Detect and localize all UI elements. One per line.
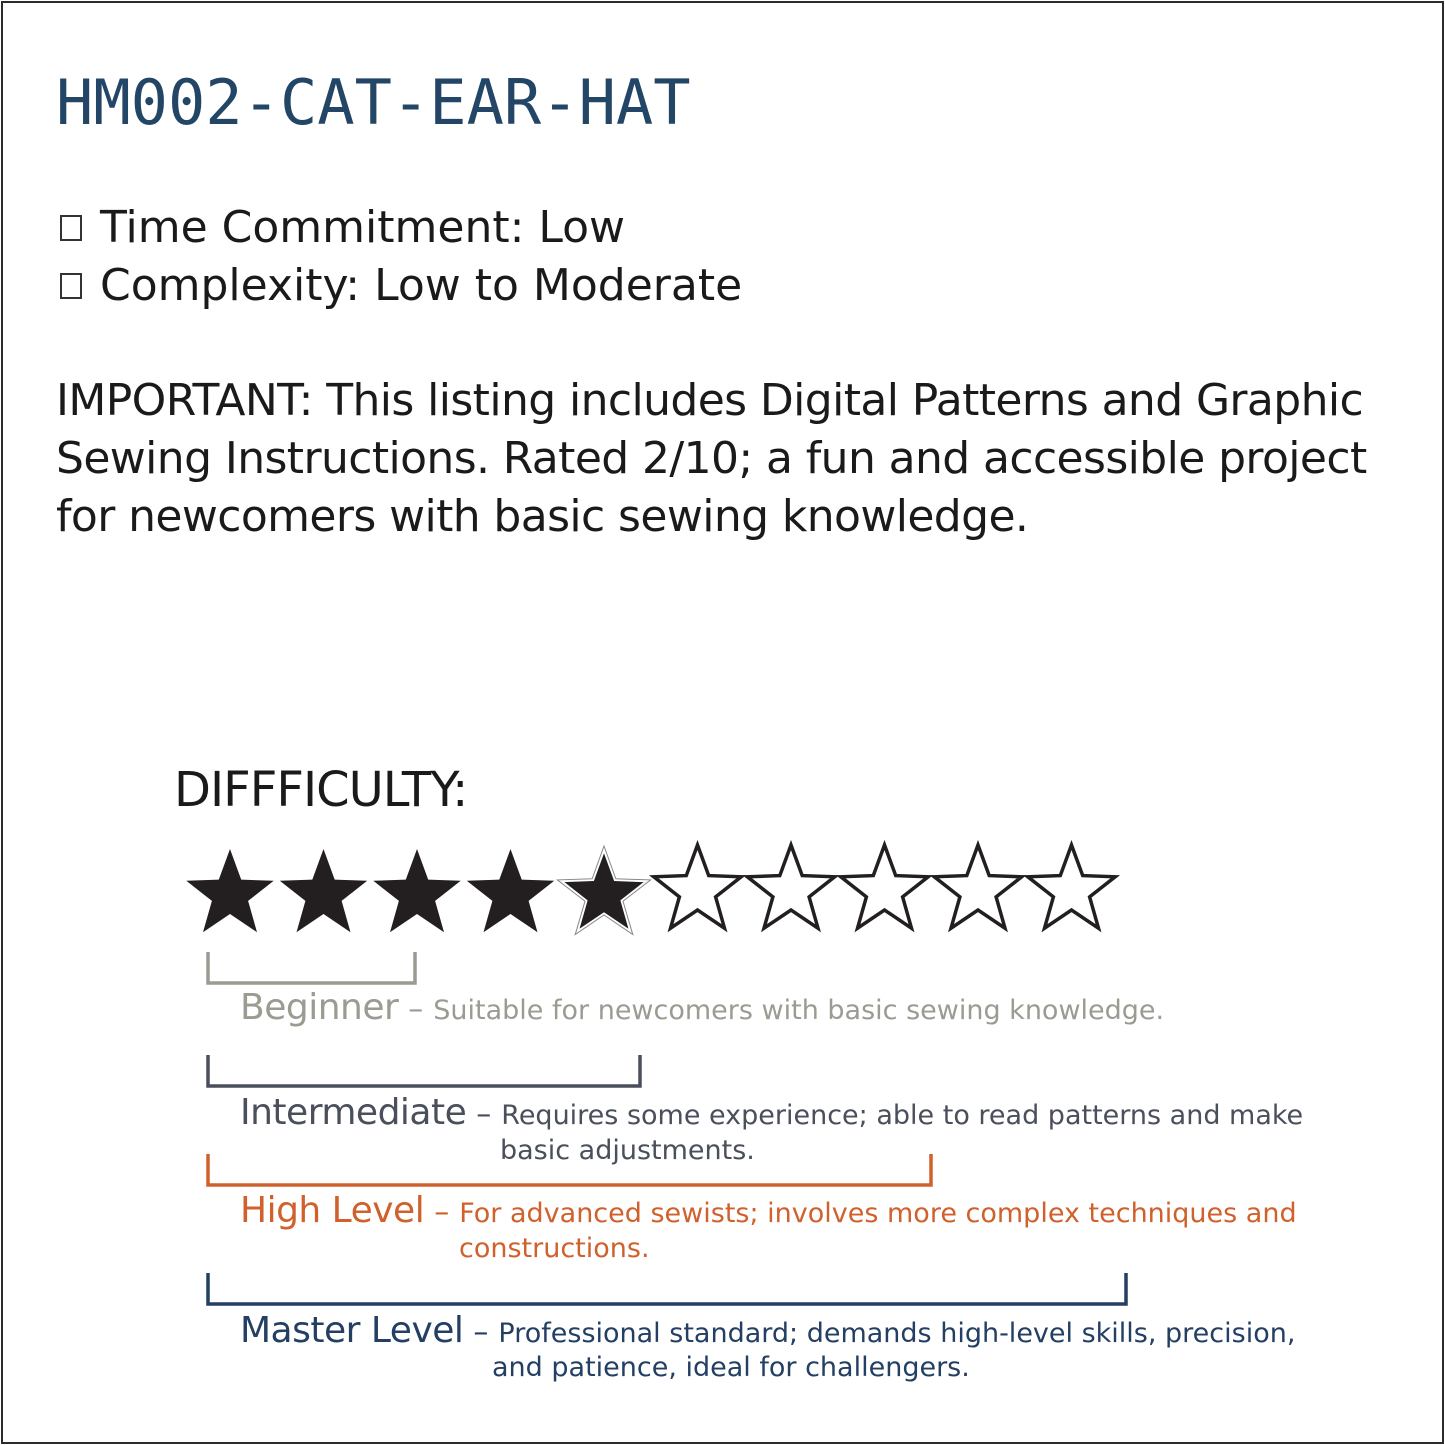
level-dash: – [434, 1195, 450, 1230]
level-high [240, 1190, 1297, 1231]
star-filled-icon [467, 849, 554, 932]
important-line: Sewing Instructions. Rated 2/10; a fun and accessible project [56, 433, 1367, 484]
level-beginner [240, 987, 1165, 1028]
star-filled-icon [280, 849, 367, 932]
level-description: Requires some experience; able to read patterns and make [501, 1100, 1304, 1131]
star-empty-icon [841, 845, 928, 928]
level-bracket [208, 1273, 1126, 1304]
level-name: Master Level [240, 1310, 464, 1351]
star-empty-icon [934, 845, 1021, 928]
important-line: for newcomers with basic sewing knowledge. [56, 491, 1029, 542]
star-empty-icon [1028, 845, 1115, 928]
level-name: High Level [240, 1190, 425, 1231]
level-dash: – [473, 1315, 489, 1350]
level-bracket [208, 952, 415, 983]
level-name: Intermediate [240, 1092, 467, 1133]
star-filled-icon [373, 849, 460, 932]
star-filled-icon [560, 849, 647, 932]
time-commitment-text: Time Commitment: Low [100, 202, 626, 253]
level-name: Beginner [240, 987, 399, 1028]
star-empty-icon [747, 845, 834, 928]
level-description-cont: basic adjustments. [500, 1135, 755, 1166]
level-description: Suitable for newcomers with basic sewing knowledge. [433, 995, 1165, 1026]
level-description: Professional standard; demands high-level skills, precision, [498, 1318, 1296, 1349]
level-dash: – [476, 1097, 492, 1132]
level-intermediate [240, 1092, 1304, 1133]
level-description-cont: constructions. [459, 1233, 650, 1264]
level-master [240, 1310, 1296, 1351]
star-filled-icon [186, 849, 273, 932]
page-title: HM002-CAT-EAR-HAT [56, 66, 691, 139]
complexity-text: Complexity: Low to Moderate [100, 260, 743, 311]
star-empty-icon [654, 845, 741, 928]
level-description-cont: and patience, ideal for challengers. [492, 1352, 970, 1383]
level-dash: – [408, 992, 424, 1027]
level-description: For advanced sewists; involves more complex techniques and [459, 1198, 1297, 1229]
difficulty-label: DIFFFICULTY: [174, 762, 468, 818]
important-line: IMPORTANT: This listing includes Digital Patterns and Graphic [56, 375, 1364, 426]
level-bracket [208, 1055, 640, 1086]
